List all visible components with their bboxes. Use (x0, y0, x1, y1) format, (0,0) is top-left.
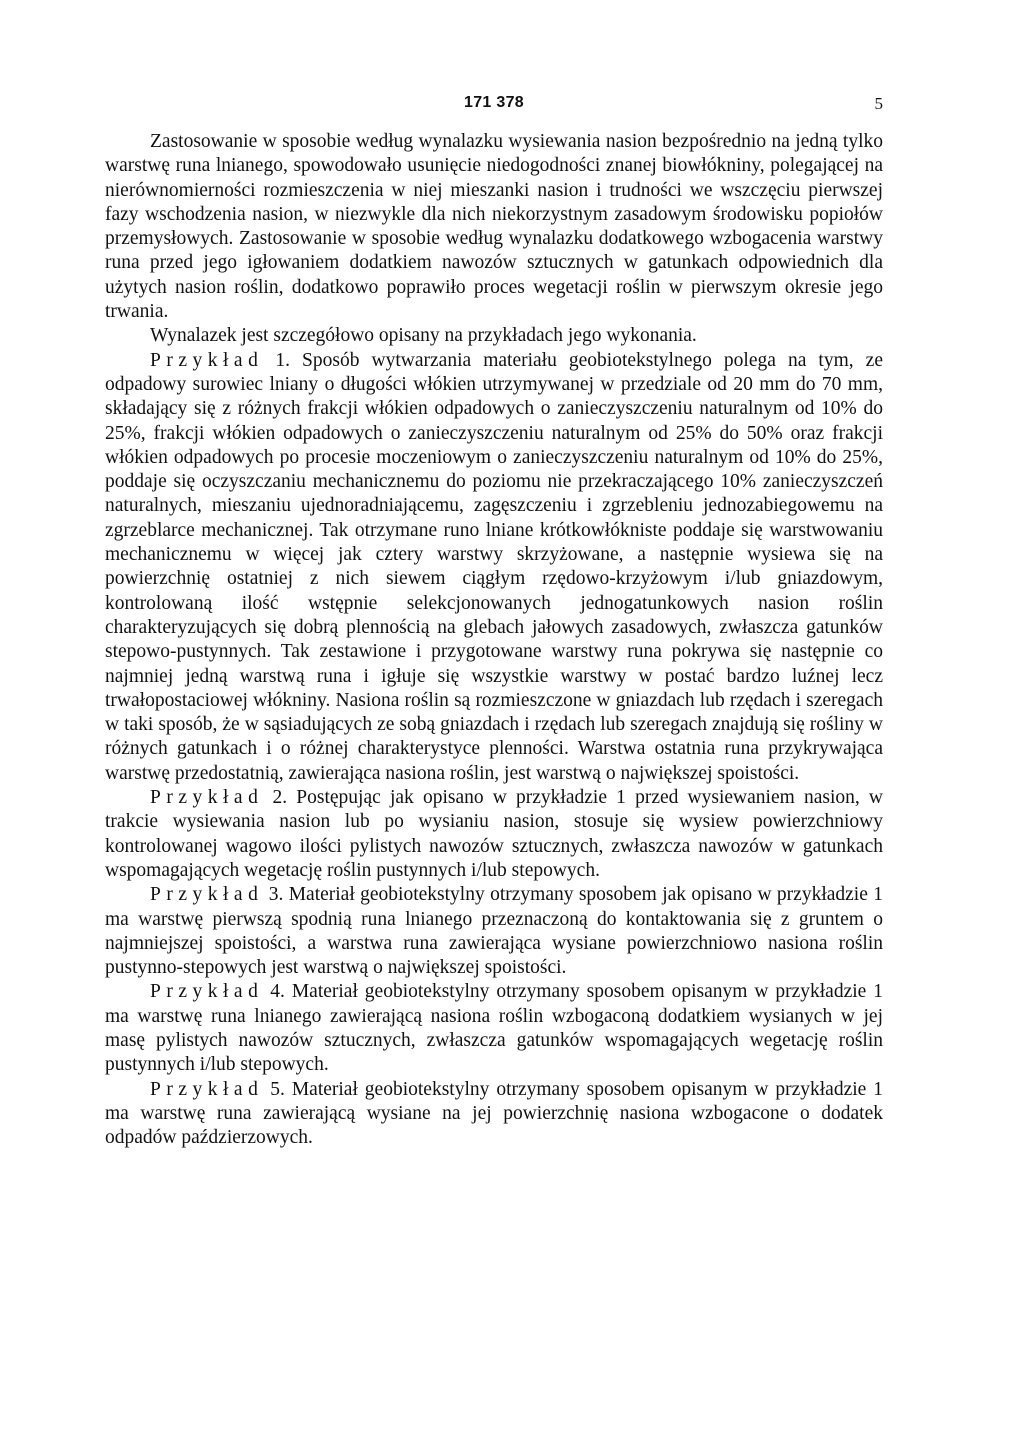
paragraph-summary (105, 324, 883, 348)
example-label: Przykład (150, 787, 264, 809)
paragraph-text: 5. Materiał geobiotekstylny otrzymany sposobem opisanym w przykładzie 1 ma warstwę runa zawierającą wysiane na jej powierzchnię nasiona wzbogacone o dodatek odpadów paździerzowych. (105, 1078, 883, 1149)
patent-number: 171 378 (464, 94, 524, 111)
page-number: 5 (874, 94, 883, 113)
example-label: Przykład (150, 981, 264, 1003)
example-4 (105, 980, 883, 1077)
paragraph-text: Wynalazek jest szczegółowo opisany na przykładach jego wykonania. (150, 325, 697, 347)
example-label: Przykład (150, 349, 264, 371)
paragraph-text: 2. Postępując jak opisano w przykładzie 1 przed wysiewaniem nasion, w trakcie wysiewania nasion lub po wysianiu nasion, stosuje się wysiew powierzchniowy kontrolowanej wagowo ilości pylistych nawozów sztucznych, zwłaszcza nawozów w gatunkach wspomagających wegetację roślin pustynnych i/lub stepowych. (105, 787, 883, 881)
paragraph-text: Zastosowanie w sposobie według wynalazku wysiewania nasion bezpośrednio na jedną tylko warstwę runa lnianego, spowodowało usunięcie niedogodności znanej biowłókniny, polegającej na nierównomierności rozmieszczenia w niej mieszanki nasion i trudności we wszczęciu pierwszej fazy wschodzenia nasion, w niezwykle dla nich niekorzystnym zasadowym środowisku popiołów przemysłowych. Zastosowanie w sposobie według wynalazku dodatkowego wzbogacenia warstwy runa przed jego igłowaniem dodatkiem nawozów sztucznych w gatunkach odpowiednich dla użytych nasion roślin, dodatkowo poprawiło proces wegetacji roślin w pierwszym okresie jego trwania. (105, 131, 883, 323)
paragraph-text: 1. Sposób wytwarzania materiału geobiotekstylnego polega na tym, ze odpadowy surowiec lniany o długości włókien utrzymywanej w przedziale od 20 mm do 70 mm, składający się z różnych frakcji włókien odpadowych o zanieczyszczeniu naturalnym od 10% do 25%, frakcji włókien odpadowych o zanieczyszczeniu naturalnym od 25% do 50% oraz frakcji włókien odpadowych po procesie moczeniowym o zanieczyszczeniu naturalnym od 10% do 25%, poddaje się oczyszczaniu mechanicznemu do poziomu nie przekraczającego 10% zanieczyszczeń naturalnych, mieszaniu ujednoradniającemu, zagęszczeniu i zgrzebleniu jednozabiegowemu na zgrzeblarce mechanicznej. Tak otrzymane runo lniane krótkowłókniste poddaje się warstwowaniu mechanicznemu w więcej jak cztery warstwy skrzyżowane, a następnie wysiewa się na powierzchnię ostatniej z nich siewem ciągłym rzędowo-krzyżowym i/lub gniazdowym, kontrolowaną ilość wstępnie selekcjonowanych jednogatunkowych nasion roślin charakteryzujących się dobrą plennością na glebach jałowych zasadowych, zwłaszcza gatunków stepowo-pustynnych. Tak zestawione i przygotowane warstwy runa pokrywa się następnie co najmniej jedną warstwą runa i igłuje się wszystkie warstwy w postać bardzo luźnej lecz trwałopostaciowej włókniny. Nasiona roślin są rozmieszczone w gniazdach lub rzędach i szeregach w taki sposób, że w sąsiadujących ze sobą gniazdach i rzędach lub szeregach znajdują się rośliny w różnych gatunkach i o różnej charakterystyce plenności. Warstwa ostatnia runa przykrywająca warstwę przedostatnią, zawierająca nasiona roślin, jest warstwą o największej spoistości. (105, 349, 883, 784)
example-1 (105, 349, 883, 786)
example-label: Przykład (150, 1078, 264, 1100)
example-2 (105, 786, 883, 883)
page-header (105, 94, 883, 118)
paragraph-text: 4. Materiał geobiotekstylny otrzymany sposobem opisanym w przykładzie 1 ma warstwę runa lnianego zawierającą nasiona roślin wzbogaconą dodatkiem wysianych w jej masę pylistych nawozów sztucznych, zwłaszcza gatunków wspomagających wegetację roślin pustynnych i/lub stepowych. (105, 981, 883, 1076)
paragraph-text: 3. Materiał geobiotekstylny otrzymany sposobem jak opisano w przykładzie 1 ma warstwę pierwszą spodnią runa lnianego przeznaczoną do kontaktowania się z gruntem o najmniejszej spoistości, a warstwa runa zawierająca wysiane powierzchniowo nasiona roślin pustynno-stepowych jest warstwą o największej spoistości. (105, 884, 883, 979)
paragraph-intro (105, 130, 883, 324)
example-3 (105, 883, 883, 980)
document-body (105, 130, 883, 1150)
example-5 (105, 1078, 883, 1151)
example-label: Przykład (150, 884, 264, 906)
